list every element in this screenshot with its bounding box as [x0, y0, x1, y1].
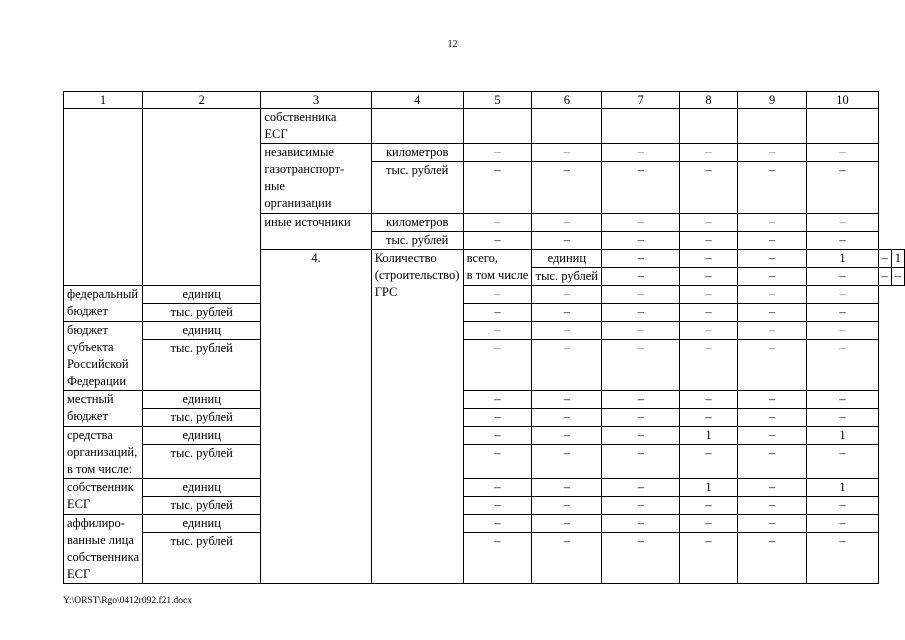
value-cell: –: [602, 409, 680, 427]
value-cell: –: [463, 479, 532, 497]
value-cell: –: [807, 445, 878, 479]
row-title-cell: Количество (строительство) ГРС: [371, 250, 463, 584]
value-cell: –: [532, 286, 602, 304]
value-cell: 1: [807, 250, 878, 268]
value-cell: –: [602, 322, 680, 340]
value-cell: –: [737, 445, 807, 479]
col-header: 10: [807, 92, 878, 109]
table-row: [64, 427, 905, 445]
unit-cell: единиц: [143, 427, 261, 445]
unit-cell: тыс. рублей: [143, 497, 261, 515]
value-cell: –: [807, 515, 878, 533]
row-title-cell: [143, 109, 261, 286]
unit-cell: единиц: [143, 515, 261, 533]
source-cell: федеральный бюджет: [64, 286, 143, 322]
value-cell: –: [602, 214, 680, 232]
footer-file-path: Y:\ORST\Rgo\0412r092.f21.docx: [63, 596, 192, 606]
value-cell: –: [680, 250, 738, 268]
table-row: [64, 445, 905, 479]
value-cell: –: [463, 162, 532, 214]
value-cell: [737, 109, 807, 144]
table-row: [64, 533, 905, 584]
value-cell: –: [602, 340, 680, 391]
unit-cell: единиц: [143, 479, 261, 497]
value-cell: –: [680, 340, 738, 391]
value-cell: –: [680, 533, 738, 584]
table-row: [64, 497, 905, 515]
table-row: [64, 109, 905, 144]
source-cell: собственника ЕСГ: [261, 109, 371, 144]
source-cell: собственник ЕСГ: [64, 479, 143, 515]
value-cell: –: [680, 497, 738, 515]
col-header: 5: [463, 92, 532, 109]
value-cell: [680, 109, 738, 144]
value-cell: –: [532, 497, 602, 515]
unit-cell: единиц: [143, 322, 261, 340]
col-header: 8: [680, 92, 738, 109]
value-cell: –: [532, 445, 602, 479]
col-header: 4: [371, 92, 463, 109]
value-cell: [807, 109, 878, 144]
value-cell: –: [807, 214, 878, 232]
value-cell: –: [602, 304, 680, 322]
unit-cell: тыс. рублей: [143, 445, 261, 479]
source-cell: бюджет субъекта Российской Федерации: [64, 322, 143, 391]
value-cell: –: [680, 268, 738, 286]
value-cell: –: [737, 162, 807, 214]
value-cell: –: [532, 322, 602, 340]
value-cell: –: [737, 340, 807, 391]
unit-cell: тыс. рублей: [371, 162, 463, 214]
header-row: [64, 92, 905, 109]
table-row: [64, 304, 905, 322]
source-cell: всего, в том числе: [463, 250, 532, 286]
value-cell: –: [602, 497, 680, 515]
table-row: [64, 286, 905, 304]
unit-cell: тыс. рублей: [143, 409, 261, 427]
value-cell: –: [602, 162, 680, 214]
table-row: [64, 340, 905, 391]
value-cell: –: [878, 268, 891, 286]
value-cell: –: [807, 162, 878, 214]
unit-cell: единиц: [143, 286, 261, 304]
value-cell: –: [737, 304, 807, 322]
value-cell: [463, 109, 532, 144]
table-row: [64, 322, 905, 340]
table-row: [64, 515, 905, 533]
value-cell: –: [807, 322, 878, 340]
value-cell: –: [680, 214, 738, 232]
value-cell: –: [532, 533, 602, 584]
source-cell: средства организаций, в том числе:: [64, 427, 143, 479]
source-cell: местный бюджет: [64, 391, 143, 427]
value-cell: –: [532, 304, 602, 322]
value-cell: –: [532, 214, 602, 232]
value-cell: –: [737, 286, 807, 304]
unit-cell: тыс. рублей: [143, 340, 261, 391]
value-cell: –: [680, 144, 738, 162]
value-cell: –: [737, 479, 807, 497]
value-cell: –: [463, 322, 532, 340]
value-cell: –: [463, 427, 532, 445]
col-header: 9: [737, 92, 807, 109]
col-header: 2: [143, 92, 261, 109]
source-cell: аффилиро- ванные лица собственника ЕСГ: [64, 515, 143, 584]
table-row: [64, 391, 905, 409]
value-cell: –: [532, 144, 602, 162]
value-cell: –: [680, 304, 738, 322]
value-cell: –: [680, 322, 738, 340]
value-cell: –: [602, 427, 680, 445]
value-cell: –: [532, 391, 602, 409]
value-cell: 1: [680, 427, 738, 445]
unit-cell: тыс. рублей: [371, 232, 463, 250]
value-cell: –: [737, 497, 807, 515]
value-cell: –: [463, 232, 532, 250]
col-header: 7: [602, 92, 680, 109]
data-table: [63, 91, 905, 584]
table-row: [64, 479, 905, 497]
col-header: 1: [64, 92, 143, 109]
value-cell: –: [737, 322, 807, 340]
value-cell: –: [602, 232, 680, 250]
unit-cell: [371, 109, 463, 144]
source-cell: независимые газотранспорт- ные организации: [261, 144, 371, 214]
value-cell: –: [602, 268, 680, 286]
value-cell: [532, 109, 602, 144]
value-cell: –: [602, 445, 680, 479]
unit-cell: единиц: [143, 391, 261, 409]
value-cell: –: [463, 214, 532, 232]
value-cell: –: [463, 409, 532, 427]
value-cell: –: [680, 409, 738, 427]
unit-cell: единиц: [532, 250, 602, 268]
value-cell: –: [602, 479, 680, 497]
value-cell: –: [680, 162, 738, 214]
value-cell: –: [807, 533, 878, 584]
value-cell: –: [602, 286, 680, 304]
table-row: [64, 409, 905, 427]
value-cell: –: [680, 232, 738, 250]
value-cell: –: [737, 144, 807, 162]
value-cell: –: [737, 409, 807, 427]
value-cell: [602, 109, 680, 144]
value-cell: –: [737, 515, 807, 533]
value-cell: –: [807, 340, 878, 391]
source-cell: иные источники: [261, 214, 371, 250]
value-cell: –: [807, 268, 878, 286]
value-cell: –: [463, 515, 532, 533]
value-cell: –: [532, 515, 602, 533]
value-cell: –: [737, 250, 807, 268]
value-cell: –: [463, 445, 532, 479]
value-cell: –: [532, 340, 602, 391]
value-cell: –: [737, 232, 807, 250]
value-cell: –: [680, 391, 738, 409]
col-header: 3: [261, 92, 371, 109]
value-cell: 1: [891, 250, 904, 268]
value-cell: –: [807, 286, 878, 304]
value-cell: –: [878, 250, 891, 268]
value-cell: 1: [807, 427, 878, 445]
value-cell: –: [737, 268, 807, 286]
value-cell: –: [680, 445, 738, 479]
value-cell: –: [891, 268, 904, 286]
value-cell: 1: [680, 479, 738, 497]
value-cell: –: [807, 409, 878, 427]
row-number-cell: 4.: [261, 250, 371, 584]
value-cell: –: [807, 304, 878, 322]
value-cell: –: [463, 340, 532, 391]
value-cell: –: [532, 409, 602, 427]
value-cell: –: [737, 427, 807, 445]
unit-cell: тыс. рублей: [143, 304, 261, 322]
value-cell: –: [602, 391, 680, 409]
value-cell: –: [602, 250, 680, 268]
value-cell: –: [737, 214, 807, 232]
value-cell: –: [532, 427, 602, 445]
value-cell: –: [737, 533, 807, 584]
unit-cell: тыс. рублей: [532, 268, 602, 286]
value-cell: –: [463, 391, 532, 409]
value-cell: –: [807, 232, 878, 250]
value-cell: –: [532, 479, 602, 497]
value-cell: –: [680, 515, 738, 533]
value-cell: –: [463, 533, 532, 584]
unit-cell: километров: [371, 144, 463, 162]
value-cell: –: [602, 515, 680, 533]
value-cell: –: [532, 162, 602, 214]
value-cell: 1: [807, 479, 878, 497]
value-cell: –: [463, 497, 532, 515]
page-number: 12: [447, 39, 458, 50]
row-number-cell: [64, 109, 143, 286]
value-cell: –: [807, 391, 878, 409]
unit-cell: тыс. рублей: [143, 533, 261, 584]
value-cell: –: [807, 144, 878, 162]
value-cell: –: [602, 533, 680, 584]
value-cell: –: [463, 144, 532, 162]
value-cell: –: [532, 232, 602, 250]
value-cell: –: [807, 497, 878, 515]
value-cell: –: [602, 144, 680, 162]
value-cell: –: [737, 391, 807, 409]
value-cell: –: [680, 286, 738, 304]
value-cell: –: [463, 286, 532, 304]
col-header: 6: [532, 92, 602, 109]
value-cell: –: [463, 304, 532, 322]
unit-cell: километров: [371, 214, 463, 232]
